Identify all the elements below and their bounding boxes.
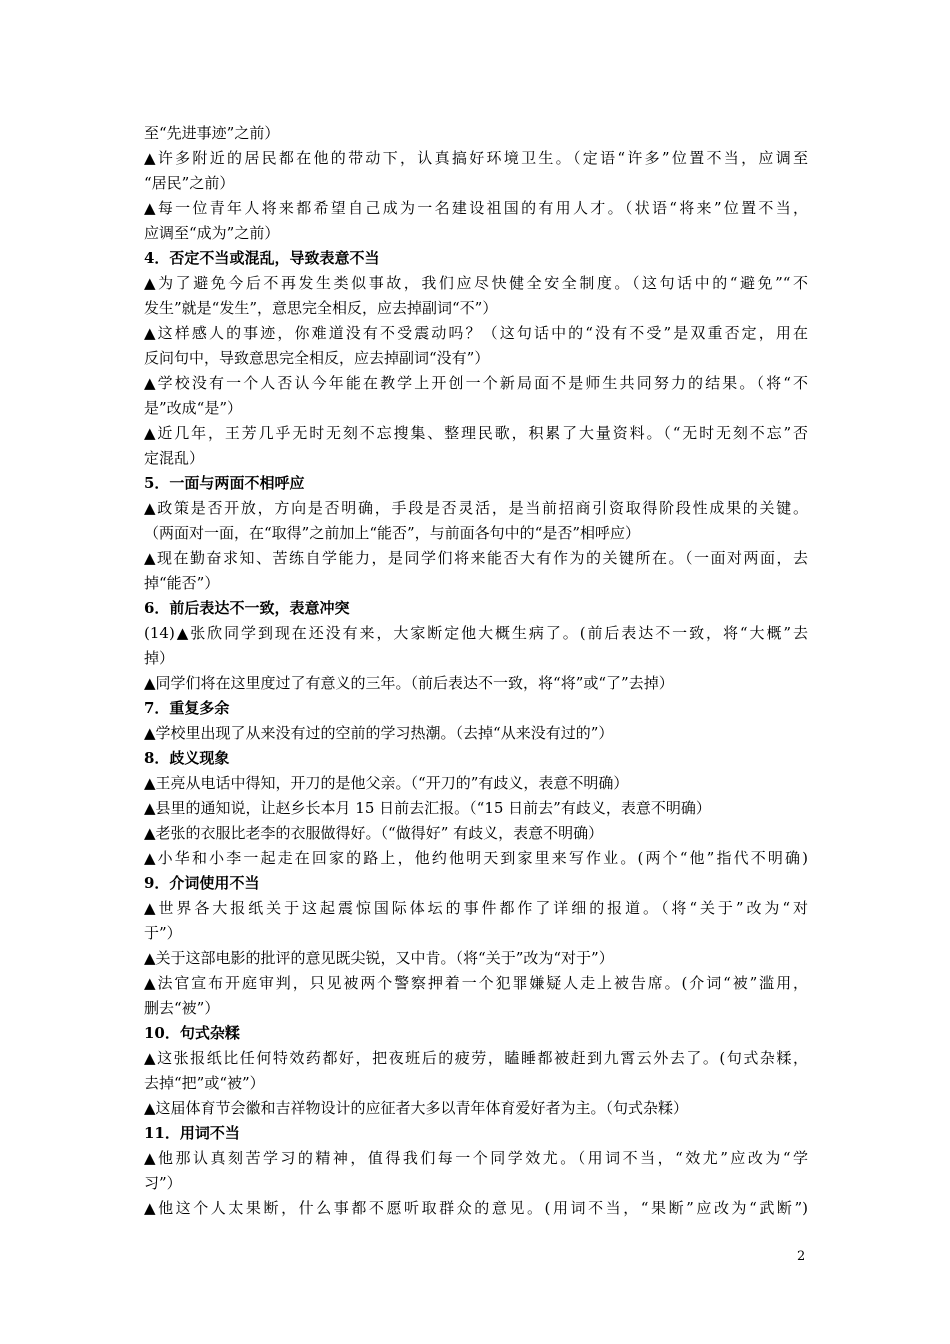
text-line: ▲关于这部电影的批评的意见既尖锐，又中肯。（将“关于”改为“对于”） bbox=[144, 949, 614, 967]
text-line: ▲世界各大报纸关于这起震惊国际体坛的事件都作了详细的报道。（将“关于”改为“对 bbox=[144, 899, 808, 917]
document-body bbox=[144, 121, 808, 1221]
text-line: ▲小华和小李一起走在回家的路上，他约他明天到家里来写作业。(两个“他”指代不明确) bbox=[144, 849, 808, 867]
page-number: 2 bbox=[797, 1249, 806, 1264]
text-line: ▲学校里出现了从来没有过的空前的学习热潮。（去掉“从来没有过的”） bbox=[144, 724, 614, 742]
text-line: ▲每一位青年人将来都希望自己成为一名建设祖国的有用人才。（状语“将来”位置不当， bbox=[144, 199, 808, 217]
text-line: ▲老张的衣服比老李的衣服做得好。（“做得好” 有歧义，表意不明确） bbox=[144, 824, 604, 842]
text-line: 掉） bbox=[144, 649, 175, 667]
text-line: （两面对一面，在“取得”之前加上“能否”，与前面各句中的“是否”相呼应） bbox=[144, 524, 641, 542]
text-line: ▲学校没有一个人否认今年能在教学上开创一个新局面不是师生共同努力的结果。（将“不 bbox=[144, 374, 808, 392]
section-heading: 10．句式杂糅 bbox=[144, 1024, 240, 1042]
text-line: 删去“被”） bbox=[144, 999, 220, 1017]
text-line: ▲近几年，王芳几乎无时无刻不忘搜集、整理民歌，积累了大量资料。（“无时无刻不忘”否 bbox=[144, 424, 808, 442]
section-heading: 9．介词使用不当 bbox=[144, 874, 260, 892]
text-line: 掉“能否”） bbox=[144, 574, 220, 592]
section-heading: 6．前后表达不一致，表意冲突 bbox=[144, 599, 350, 617]
text-line: 反问句中，导致意思完全相反，应去掉副词“没有”） bbox=[144, 349, 490, 367]
text-line: ▲法官宣布开庭审判，只见被两个警察押着一个犯罪嫌疑人走上被告席。(介词“被”滥用， bbox=[144, 974, 808, 992]
text-line: ▲为了避免今后不再发生类似事故，我们应尽快健全安全制度。（这句话中的“避免”“不 bbox=[144, 274, 808, 292]
text-line: ▲他这个人太果断，什么事都不愿听取群众的意见。(用词不当，“果断”应改为“武断”) bbox=[144, 1199, 808, 1217]
text-line: 去掉“把”或“被”） bbox=[144, 1074, 265, 1092]
text-line: 应调至“成为”之前） bbox=[144, 224, 280, 242]
text-line: ▲县里的通知说，让赵乡长本月 15 日前去汇报。（“15 日前去”有歧义，表意不明确） bbox=[144, 799, 711, 817]
text-line: 至“先进事迹”之前） bbox=[144, 124, 280, 142]
section-heading: 8．歧义现象 bbox=[144, 749, 230, 767]
text-line: 习”） bbox=[144, 1174, 182, 1192]
text-line: ▲现在勤奋求知、苦练自学能力，是同学们将来能否大有作为的关键所在。（一面对两面，去 bbox=[144, 549, 808, 567]
text-line: “居民”之前） bbox=[144, 174, 235, 192]
section-heading: 4．否定不当或混乱，导致表意不当 bbox=[144, 249, 380, 267]
section-heading: 7．重复多余 bbox=[144, 699, 230, 717]
text-line: (14)▲张欣同学到现在还没有来，大家断定他大概生病了。(前后表达不一致，将“大概”去 bbox=[144, 624, 808, 642]
text-line: ▲同学们将在这里度过了有意义的三年。（前后表达不一致，将“将”或“了”去掉） bbox=[144, 674, 674, 692]
text-line: 发生”就是“发生”，意思完全相反，应去掉副词“不”） bbox=[144, 299, 498, 317]
text-line: 是”改成“是”） bbox=[144, 399, 243, 417]
text-line: ▲他那认真刻苦学习的精神，值得我们每一个同学效尤。（用词不当，“效尤”应改为“学 bbox=[144, 1149, 808, 1167]
text-line: 于”） bbox=[144, 924, 182, 942]
section-heading: 5．一面与两面不相呼应 bbox=[144, 474, 305, 492]
text-line: ▲这样感人的事迹，你难道没有不受震动吗？（这句话中的“没有不受”是双重否定，用在 bbox=[144, 324, 808, 342]
text-line: ▲王亮从电话中得知，开刀的是他父亲。（“开刀的”有歧义，表意不明确） bbox=[144, 774, 629, 792]
section-heading: 11．用词不当 bbox=[144, 1124, 240, 1142]
text-line: 定混乱） bbox=[144, 449, 205, 467]
text-line: ▲许多附近的居民都在他的带动下，认真搞好环境卫生。（定语“许多”位置不当，应调至 bbox=[144, 149, 808, 167]
text-line: ▲政策是否开放，方向是否明确，手段是否灵活，是当前招商引资取得阶段性成果的关键。 bbox=[144, 499, 808, 517]
text-line: ▲这张报纸比任何特效药都好，把夜班后的疲劳，瞌睡都被赶到九霄云外去了。(句式杂糅， bbox=[144, 1049, 808, 1067]
text-line: ▲这届体育节会徽和吉祥物设计的应征者大多以青年体育爱好者为主。（句式杂糅） bbox=[144, 1099, 689, 1117]
